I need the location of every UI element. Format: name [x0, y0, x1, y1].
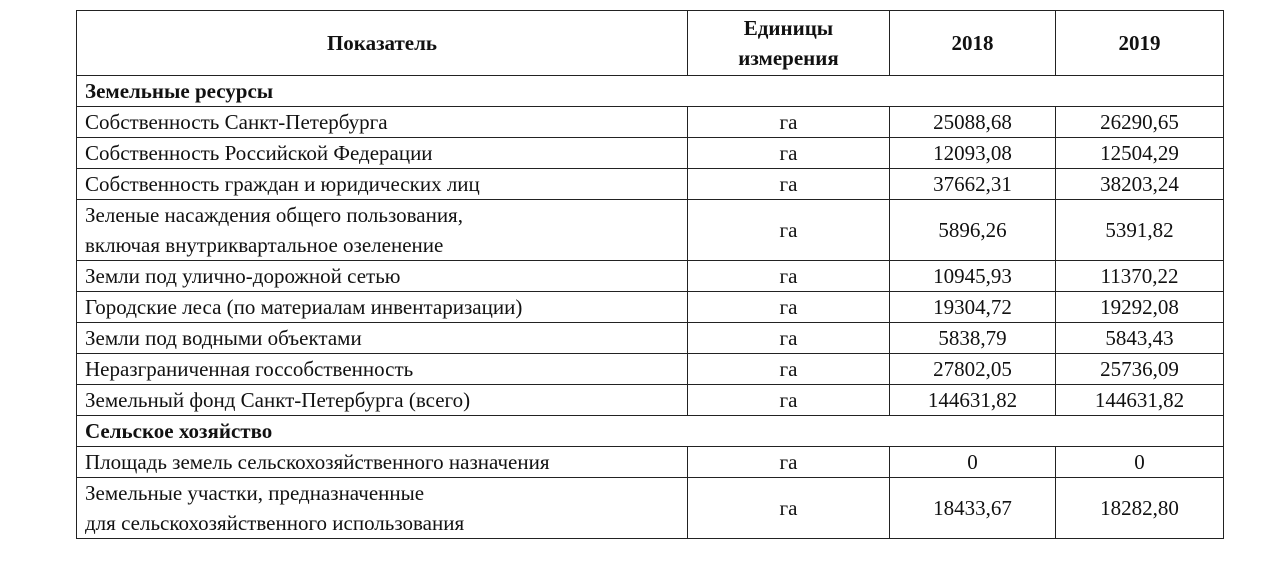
row-unit: га — [688, 107, 890, 138]
row-value-2019: 11370,22 — [1056, 261, 1224, 292]
row-name: Земельный фонд Санкт-Петербурга (всего) — [77, 385, 688, 416]
section-title: Сельское хозяйство — [77, 416, 1224, 447]
row-value-2019: 0 — [1056, 447, 1224, 478]
row-value-2019: 26290,65 — [1056, 107, 1224, 138]
row-value-2019: 25736,09 — [1056, 354, 1224, 385]
row-name-line2: для сельскохозяйственного использования — [85, 511, 465, 535]
row-value-2019: 144631,82 — [1056, 385, 1224, 416]
row-unit: га — [688, 447, 890, 478]
row-value-2019: 5843,43 — [1056, 323, 1224, 354]
header-units-line1: Единицы — [743, 16, 834, 40]
table-row — [77, 169, 1224, 200]
row-name: Неразграниченная госсобственность — [77, 354, 688, 385]
row-value-2018: 0 — [890, 447, 1056, 478]
row-value-2018: 144631,82 — [890, 385, 1056, 416]
row-value-2018: 5838,79 — [890, 323, 1056, 354]
row-name-line1: Земельные участки, предназначенные — [85, 481, 425, 505]
row-name-line2: включая внутриквартальное озеленение — [85, 233, 444, 257]
row-name — [77, 478, 688, 539]
table-row — [77, 107, 1224, 138]
row-unit: га — [688, 200, 890, 261]
row-value-2019: 12504,29 — [1056, 138, 1224, 169]
row-name — [77, 200, 688, 261]
row-value-2018: 12093,08 — [890, 138, 1056, 169]
row-value-2019: 18282,80 — [1056, 478, 1224, 539]
header-units-line2: измерения — [738, 46, 839, 70]
row-value-2019: 38203,24 — [1056, 169, 1224, 200]
row-name: Площадь земель сельскохозяйственного назначения — [77, 447, 688, 478]
row-value-2018: 25088,68 — [890, 107, 1056, 138]
row-name-line1: Зеленые насаждения общего пользования, — [85, 203, 463, 227]
table-row — [77, 478, 1224, 539]
table-row — [77, 323, 1224, 354]
section-row — [77, 416, 1224, 447]
row-name: Собственность Российской Федерации — [77, 138, 688, 169]
land-resources-table — [76, 10, 1224, 539]
row-name: Земли под улично-дорожной сетью — [77, 261, 688, 292]
row-value-2018: 10945,93 — [890, 261, 1056, 292]
row-unit: га — [688, 138, 890, 169]
table-row — [77, 385, 1224, 416]
row-unit: га — [688, 169, 890, 200]
row-value-2018: 18433,67 — [890, 478, 1056, 539]
header-year-2018: 2018 — [890, 11, 1056, 76]
table-row — [77, 447, 1224, 478]
row-unit: га — [688, 323, 890, 354]
section-title: Земельные ресурсы — [77, 76, 1224, 107]
table-row — [77, 261, 1224, 292]
table-row — [77, 138, 1224, 169]
row-name: Собственность граждан и юридических лиц — [77, 169, 688, 200]
row-unit: га — [688, 292, 890, 323]
row-name: Собственность Санкт-Петербурга — [77, 107, 688, 138]
section-row — [77, 76, 1224, 107]
row-unit: га — [688, 478, 890, 539]
row-value-2018: 19304,72 — [890, 292, 1056, 323]
table-row — [77, 292, 1224, 323]
row-value-2018: 27802,05 — [890, 354, 1056, 385]
table-row — [77, 354, 1224, 385]
header-units — [688, 11, 890, 76]
row-name: Земли под водными объектами — [77, 323, 688, 354]
header-year-2019: 2019 — [1056, 11, 1224, 76]
row-unit: га — [688, 261, 890, 292]
row-value-2019: 19292,08 — [1056, 292, 1224, 323]
row-name: Городские леса (по материалам инвентаризации) — [77, 292, 688, 323]
table-header-row — [77, 11, 1224, 76]
row-value-2018: 5896,26 — [890, 200, 1056, 261]
header-indicator: Показатель — [77, 11, 688, 76]
row-value-2018: 37662,31 — [890, 169, 1056, 200]
table-row — [77, 200, 1224, 261]
row-unit: га — [688, 385, 890, 416]
row-unit: га — [688, 354, 890, 385]
row-value-2019: 5391,82 — [1056, 200, 1224, 261]
